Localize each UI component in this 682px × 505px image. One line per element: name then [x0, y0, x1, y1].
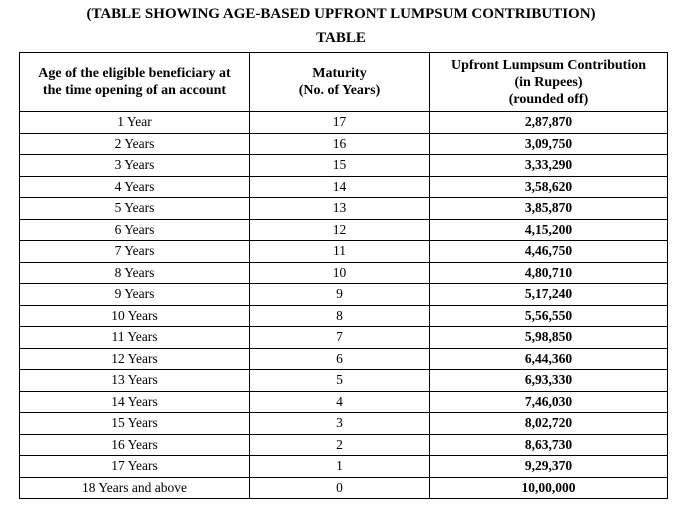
table-row [20, 348, 668, 370]
age-cell: 13 Years [20, 370, 250, 392]
amount-cell: 9,29,370 [430, 456, 668, 478]
header-contribution-line: (rounded off) [508, 91, 589, 107]
age-cell: 4 Years [20, 176, 250, 198]
table-row [20, 434, 668, 456]
contribution-table [19, 52, 668, 499]
maturity-cell: 15 [250, 155, 430, 177]
amount-cell: 3,33,290 [430, 155, 668, 177]
amount-cell: 5,56,550 [430, 305, 668, 327]
age-cell: 12 Years [20, 348, 250, 370]
table-row [20, 155, 668, 177]
age-cell: 10 Years [20, 305, 250, 327]
age-cell: 14 Years [20, 391, 250, 413]
maturity-cell: 11 [250, 241, 430, 263]
age-cell: 15 Years [20, 413, 250, 435]
table-row [20, 456, 668, 478]
maturity-cell: 1 [250, 456, 430, 478]
header-contribution-line: (in Rupees) [514, 74, 583, 90]
maturity-cell: 14 [250, 176, 430, 198]
table-row [20, 284, 668, 306]
table-row [20, 391, 668, 413]
age-cell: 18 Years and above [20, 477, 250, 499]
maturity-cell: 9 [250, 284, 430, 306]
amount-cell: 4,46,750 [430, 241, 668, 263]
amount-cell: 4,80,710 [430, 262, 668, 284]
amount-cell: 10,00,000 [430, 477, 668, 499]
age-cell: 8 Years [20, 262, 250, 284]
header-maturity [250, 53, 430, 112]
maturity-cell: 5 [250, 370, 430, 392]
maturity-cell: 3 [250, 413, 430, 435]
amount-cell: 3,58,620 [430, 176, 668, 198]
table-row [20, 413, 668, 435]
maturity-cell: 17 [250, 112, 430, 134]
amount-cell: 6,93,330 [430, 370, 668, 392]
table-row [20, 327, 668, 349]
table-row [20, 477, 668, 499]
amount-cell: 8,02,720 [430, 413, 668, 435]
table-caption: TABLE [316, 30, 366, 46]
age-cell: 7 Years [20, 241, 250, 263]
maturity-cell: 12 [250, 219, 430, 241]
header-maturity-line: Maturity [312, 66, 367, 81]
table-header-row [20, 53, 668, 112]
header-age-line: Age of the eligible beneficiary at [38, 66, 231, 81]
table-row [20, 370, 668, 392]
amount-cell: 5,98,850 [430, 327, 668, 349]
table-row [20, 112, 668, 134]
maturity-cell: 0 [250, 477, 430, 499]
table-row [20, 241, 668, 263]
table-row [20, 176, 668, 198]
age-cell: 16 Years [20, 434, 250, 456]
maturity-cell: 8 [250, 305, 430, 327]
table-row [20, 133, 668, 155]
table-row [20, 198, 668, 220]
header-age [20, 53, 250, 112]
amount-cell: 6,44,360 [430, 348, 668, 370]
age-cell: 5 Years [20, 198, 250, 220]
maturity-cell: 10 [250, 262, 430, 284]
maturity-cell: 16 [250, 133, 430, 155]
age-cell: 9 Years [20, 284, 250, 306]
amount-cell: 3,85,870 [430, 198, 668, 220]
age-cell: 3 Years [20, 155, 250, 177]
amount-cell: 8,63,730 [430, 434, 668, 456]
table-row [20, 262, 668, 284]
maturity-cell: 7 [250, 327, 430, 349]
maturity-cell: 4 [250, 391, 430, 413]
header-maturity-line: (No. of Years) [298, 83, 381, 98]
age-cell: 11 Years [20, 327, 250, 349]
table-body [20, 112, 668, 499]
amount-cell: 4,15,200 [430, 219, 668, 241]
document-title: (TABLE SHOWING AGE-BASED UPFRONT LUMPSUM CONTRIBUTION) [86, 6, 596, 22]
age-cell: 17 Years [20, 456, 250, 478]
maturity-cell: 2 [250, 434, 430, 456]
maturity-cell: 6 [250, 348, 430, 370]
age-cell: 2 Years [20, 133, 250, 155]
maturity-cell: 13 [250, 198, 430, 220]
header-contribution-line: Upfront Lumpsum Contribution [450, 57, 646, 73]
amount-cell: 7,46,030 [430, 391, 668, 413]
age-cell: 1 Year [20, 112, 250, 134]
amount-cell: 5,17,240 [430, 284, 668, 306]
table-row [20, 219, 668, 241]
table-row [20, 305, 668, 327]
amount-cell: 2,87,870 [430, 112, 668, 134]
header-contribution [430, 53, 668, 112]
amount-cell: 3,09,750 [430, 133, 668, 155]
age-cell: 6 Years [20, 219, 250, 241]
header-age-line: the time opening of an account [42, 83, 227, 98]
